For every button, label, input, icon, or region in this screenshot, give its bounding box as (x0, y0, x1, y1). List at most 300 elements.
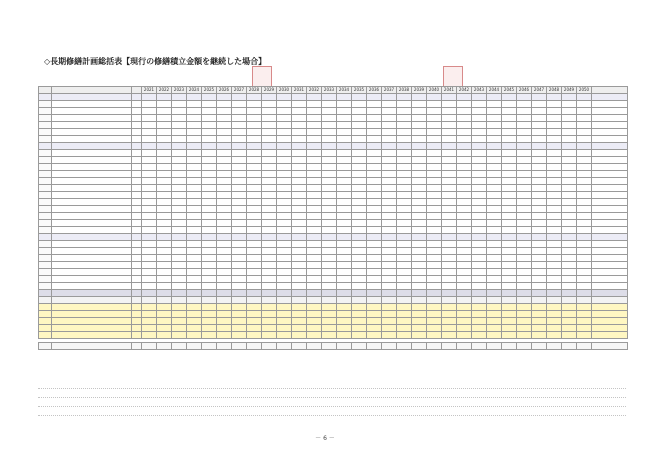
table-cell (217, 115, 232, 122)
table-cell (562, 248, 577, 255)
table-cell (322, 171, 337, 178)
table-cell (532, 129, 547, 136)
table-cell (442, 171, 457, 178)
table-cell (592, 276, 628, 283)
table-cell (517, 343, 532, 350)
table-cell (337, 220, 352, 227)
table-cell (277, 325, 292, 332)
table-cell (382, 332, 397, 339)
table-cell (427, 343, 442, 350)
table-cell (577, 276, 592, 283)
table-cell (457, 136, 472, 143)
table-cell (517, 115, 532, 122)
table-cell (337, 332, 352, 339)
table-cell (532, 325, 547, 332)
table-cell (322, 115, 337, 122)
table-cell (292, 311, 307, 318)
table-cell (307, 311, 322, 318)
table-cell (397, 269, 412, 276)
table-cell (442, 192, 457, 199)
table-cell (262, 290, 277, 297)
table-cell (337, 318, 352, 325)
table-cell (472, 283, 487, 290)
table-cell (322, 227, 337, 234)
table-cell (217, 122, 232, 129)
table-cell (397, 241, 412, 248)
table-cell (277, 234, 292, 241)
table-cell (202, 164, 217, 171)
table-cell (577, 122, 592, 129)
table-cell (352, 192, 367, 199)
table-cell (202, 304, 217, 311)
table-cell (142, 318, 157, 325)
table-cell (562, 262, 577, 269)
table-cell (247, 318, 262, 325)
table-cell (277, 143, 292, 150)
table-cell (547, 297, 562, 304)
table-cell (577, 325, 592, 332)
table-cell (397, 283, 412, 290)
table-cell (172, 343, 187, 350)
table-cell (39, 276, 52, 283)
table-cell (472, 241, 487, 248)
table-cell (547, 164, 562, 171)
table-cell (232, 129, 247, 136)
table-cell (202, 234, 217, 241)
table-row (39, 115, 628, 122)
table-cell (547, 185, 562, 192)
table-cell (247, 304, 262, 311)
table-cell (532, 206, 547, 213)
table-cell (52, 94, 132, 101)
table-cell (382, 234, 397, 241)
table-cell (472, 94, 487, 101)
table-cell (517, 171, 532, 178)
table-cell (562, 343, 577, 350)
table-row (39, 213, 628, 220)
table-cell (247, 115, 262, 122)
table-cell (442, 255, 457, 262)
table-cell (427, 241, 442, 248)
table-cell (337, 157, 352, 164)
table-cell (292, 164, 307, 171)
table-cell (232, 206, 247, 213)
table-cell (592, 234, 628, 241)
table-cell (472, 171, 487, 178)
table-cell (277, 283, 292, 290)
table-cell (577, 227, 592, 234)
table-cell (367, 115, 382, 122)
table-cell (517, 297, 532, 304)
table-cell (217, 185, 232, 192)
table-cell (337, 199, 352, 206)
table-cell (382, 150, 397, 157)
table-cell (457, 227, 472, 234)
table-cell (292, 122, 307, 129)
table-cell (592, 164, 628, 171)
table-cell (262, 269, 277, 276)
table-cell (517, 255, 532, 262)
table-cell (217, 227, 232, 234)
table-cell (292, 220, 307, 227)
table-cell (502, 199, 517, 206)
table-cell (232, 101, 247, 108)
table-cell (217, 318, 232, 325)
table-cell (202, 143, 217, 150)
table-cell (52, 164, 132, 171)
table-cell (132, 304, 142, 311)
table-row (39, 234, 628, 241)
table-cell (277, 192, 292, 199)
table-cell (172, 318, 187, 325)
table-cell (352, 178, 367, 185)
table-cell (202, 101, 217, 108)
table-cell (487, 255, 502, 262)
table-cell (547, 129, 562, 136)
table-cell (457, 276, 472, 283)
table-cell (367, 94, 382, 101)
table-cell (52, 325, 132, 332)
table-cell (532, 248, 547, 255)
table-cell (352, 269, 367, 276)
table-cell (247, 199, 262, 206)
table-cell (307, 262, 322, 269)
table-cell (367, 262, 382, 269)
table-cell (232, 178, 247, 185)
table-cell (562, 297, 577, 304)
table-cell (217, 311, 232, 318)
table-cell (412, 94, 427, 101)
year-header-2049: 2049 (562, 87, 577, 94)
table-cell (442, 129, 457, 136)
table-cell (307, 136, 322, 143)
table-cell (502, 290, 517, 297)
table-cell (592, 143, 628, 150)
table-cell (502, 157, 517, 164)
table-row (39, 276, 628, 283)
table-cell (592, 227, 628, 234)
table-cell (532, 290, 547, 297)
table-cell (427, 304, 442, 311)
table-cell (562, 185, 577, 192)
table-cell (142, 332, 157, 339)
table-cell (157, 143, 172, 150)
table-cell (337, 297, 352, 304)
table-cell (132, 136, 142, 143)
table-cell (39, 185, 52, 192)
table-cell (232, 276, 247, 283)
table-cell (187, 343, 202, 350)
table-cell (472, 108, 487, 115)
table-cell (172, 192, 187, 199)
table-cell (502, 343, 517, 350)
table-cell (262, 206, 277, 213)
table-cell (157, 248, 172, 255)
table-row (39, 206, 628, 213)
table-cell (202, 269, 217, 276)
table-cell (232, 157, 247, 164)
table-cell (157, 234, 172, 241)
table-cell (132, 283, 142, 290)
table-cell (412, 234, 427, 241)
table-cell (307, 297, 322, 304)
table-cell (277, 276, 292, 283)
table-cell (577, 136, 592, 143)
table-cell (172, 136, 187, 143)
table-cell (517, 157, 532, 164)
table-cell (472, 199, 487, 206)
table-cell (442, 248, 457, 255)
table-cell (442, 276, 457, 283)
table-cell (562, 108, 577, 115)
table-cell (337, 311, 352, 318)
summary-table (38, 86, 628, 350)
table-cell (352, 108, 367, 115)
year-header-2023: 2023 (172, 87, 187, 94)
table-cell (142, 325, 157, 332)
table-cell (322, 122, 337, 129)
table-cell (532, 304, 547, 311)
table-cell (247, 262, 262, 269)
table-cell (367, 150, 382, 157)
table-cell (397, 262, 412, 269)
table-cell (382, 276, 397, 283)
table-cell (337, 185, 352, 192)
year-header-2044: 2044 (487, 87, 502, 94)
table-cell (172, 269, 187, 276)
table-cell (202, 276, 217, 283)
table-cell (39, 283, 52, 290)
table-cell (202, 192, 217, 199)
table-cell (487, 311, 502, 318)
table-row (39, 136, 628, 143)
table-cell (202, 129, 217, 136)
table-cell (352, 234, 367, 241)
table-cell (172, 311, 187, 318)
table-cell (132, 213, 142, 220)
table-cell (307, 220, 322, 227)
table-cell (202, 255, 217, 262)
table-cell (202, 343, 217, 350)
table-cell (472, 143, 487, 150)
table-cell (592, 343, 628, 350)
table-cell (247, 136, 262, 143)
table-cell (592, 192, 628, 199)
table-cell (397, 164, 412, 171)
table-cell (52, 108, 132, 115)
table-cell (307, 206, 322, 213)
table-cell (232, 297, 247, 304)
table-cell (412, 227, 427, 234)
table-cell (39, 94, 52, 101)
table-cell (397, 115, 412, 122)
table-cell (307, 325, 322, 332)
table-row (39, 325, 628, 332)
year-header-2027: 2027 (232, 87, 247, 94)
table-cell (232, 290, 247, 297)
table-cell (367, 318, 382, 325)
table-cell (217, 325, 232, 332)
table-cell (262, 248, 277, 255)
table-cell (442, 108, 457, 115)
table-cell (517, 276, 532, 283)
table-cell (307, 115, 322, 122)
table-cell (532, 94, 547, 101)
table-cell (382, 206, 397, 213)
table-cell (367, 332, 382, 339)
table-cell (517, 248, 532, 255)
table-cell (187, 227, 202, 234)
table-cell (487, 115, 502, 122)
table-cell (352, 290, 367, 297)
table-cell (322, 332, 337, 339)
table-cell (217, 283, 232, 290)
table-cell (457, 213, 472, 220)
table-cell (337, 136, 352, 143)
table-cell (52, 129, 132, 136)
table-cell (472, 192, 487, 199)
table-cell (52, 220, 132, 227)
table-cell (367, 325, 382, 332)
table-cell (39, 101, 52, 108)
table-cell (322, 234, 337, 241)
table-cell (367, 178, 382, 185)
table-cell (307, 304, 322, 311)
table-cell (337, 248, 352, 255)
table-cell (187, 304, 202, 311)
table-cell (262, 101, 277, 108)
table-cell (142, 150, 157, 157)
table-cell (502, 255, 517, 262)
table-cell (352, 206, 367, 213)
table-cell (337, 241, 352, 248)
table-cell (517, 262, 532, 269)
table-cell (562, 290, 577, 297)
table-cell (577, 248, 592, 255)
table-cell (292, 108, 307, 115)
table-cell (532, 108, 547, 115)
table-cell (487, 122, 502, 129)
table-cell (247, 171, 262, 178)
table-cell (217, 332, 232, 339)
table-cell (187, 94, 202, 101)
table-cell (142, 343, 157, 350)
table-cell (232, 241, 247, 248)
table-cell (577, 262, 592, 269)
table-cell (292, 150, 307, 157)
table-cell (397, 94, 412, 101)
table-cell (322, 220, 337, 227)
table-cell (187, 290, 202, 297)
table-cell (307, 108, 322, 115)
table-cell (352, 220, 367, 227)
table-cell (472, 290, 487, 297)
table-cell (232, 122, 247, 129)
table-cell (322, 213, 337, 220)
table-cell (247, 343, 262, 350)
table-cell (217, 206, 232, 213)
table-cell (412, 290, 427, 297)
table-cell (187, 122, 202, 129)
table-cell (172, 262, 187, 269)
table-cell (472, 297, 487, 304)
table-cell (352, 248, 367, 255)
table-cell (532, 115, 547, 122)
table-cell (292, 318, 307, 325)
year-header-2032: 2032 (307, 87, 322, 94)
table-cell (472, 276, 487, 283)
table-cell (39, 241, 52, 248)
table-cell (442, 199, 457, 206)
table-cell (142, 311, 157, 318)
table-cell (547, 136, 562, 143)
table-cell (457, 255, 472, 262)
table-cell (472, 206, 487, 213)
table-cell (322, 325, 337, 332)
table-cell (157, 269, 172, 276)
table-cell (397, 192, 412, 199)
table-cell (142, 178, 157, 185)
table-cell (487, 262, 502, 269)
table-cell (277, 213, 292, 220)
table-cell (157, 311, 172, 318)
section-header (39, 87, 52, 94)
table-cell (412, 199, 427, 206)
table-cell (307, 171, 322, 178)
table-cell (277, 199, 292, 206)
footnote-line (38, 382, 626, 389)
table-cell (382, 115, 397, 122)
table-cell (337, 115, 352, 122)
table-cell (517, 290, 532, 297)
table-cell (367, 234, 382, 241)
table-cell (337, 325, 352, 332)
table-cell (412, 220, 427, 227)
table-cell (562, 311, 577, 318)
table-cell (142, 115, 157, 122)
table-cell (187, 213, 202, 220)
year-header-2034: 2034 (337, 87, 352, 94)
table-cell (382, 129, 397, 136)
table-cell (307, 234, 322, 241)
table-cell (532, 164, 547, 171)
table-cell (142, 171, 157, 178)
table-cell (142, 290, 157, 297)
table-cell (457, 143, 472, 150)
table-cell (562, 283, 577, 290)
table-cell (337, 213, 352, 220)
table-cell (322, 185, 337, 192)
table-cell (262, 241, 277, 248)
year-header-2040: 2040 (427, 87, 442, 94)
table-cell (277, 304, 292, 311)
table-cell (262, 115, 277, 122)
table-cell (307, 122, 322, 129)
table-cell (277, 227, 292, 234)
table-cell (157, 157, 172, 164)
table-cell (442, 157, 457, 164)
table-cell (472, 269, 487, 276)
year-header-2021: 2021 (142, 87, 157, 94)
table-cell (457, 248, 472, 255)
table-cell (502, 164, 517, 171)
table-cell (442, 234, 457, 241)
table-cell (262, 227, 277, 234)
table-cell (517, 129, 532, 136)
table-cell (547, 311, 562, 318)
table-cell (547, 318, 562, 325)
table-cell (52, 290, 132, 297)
